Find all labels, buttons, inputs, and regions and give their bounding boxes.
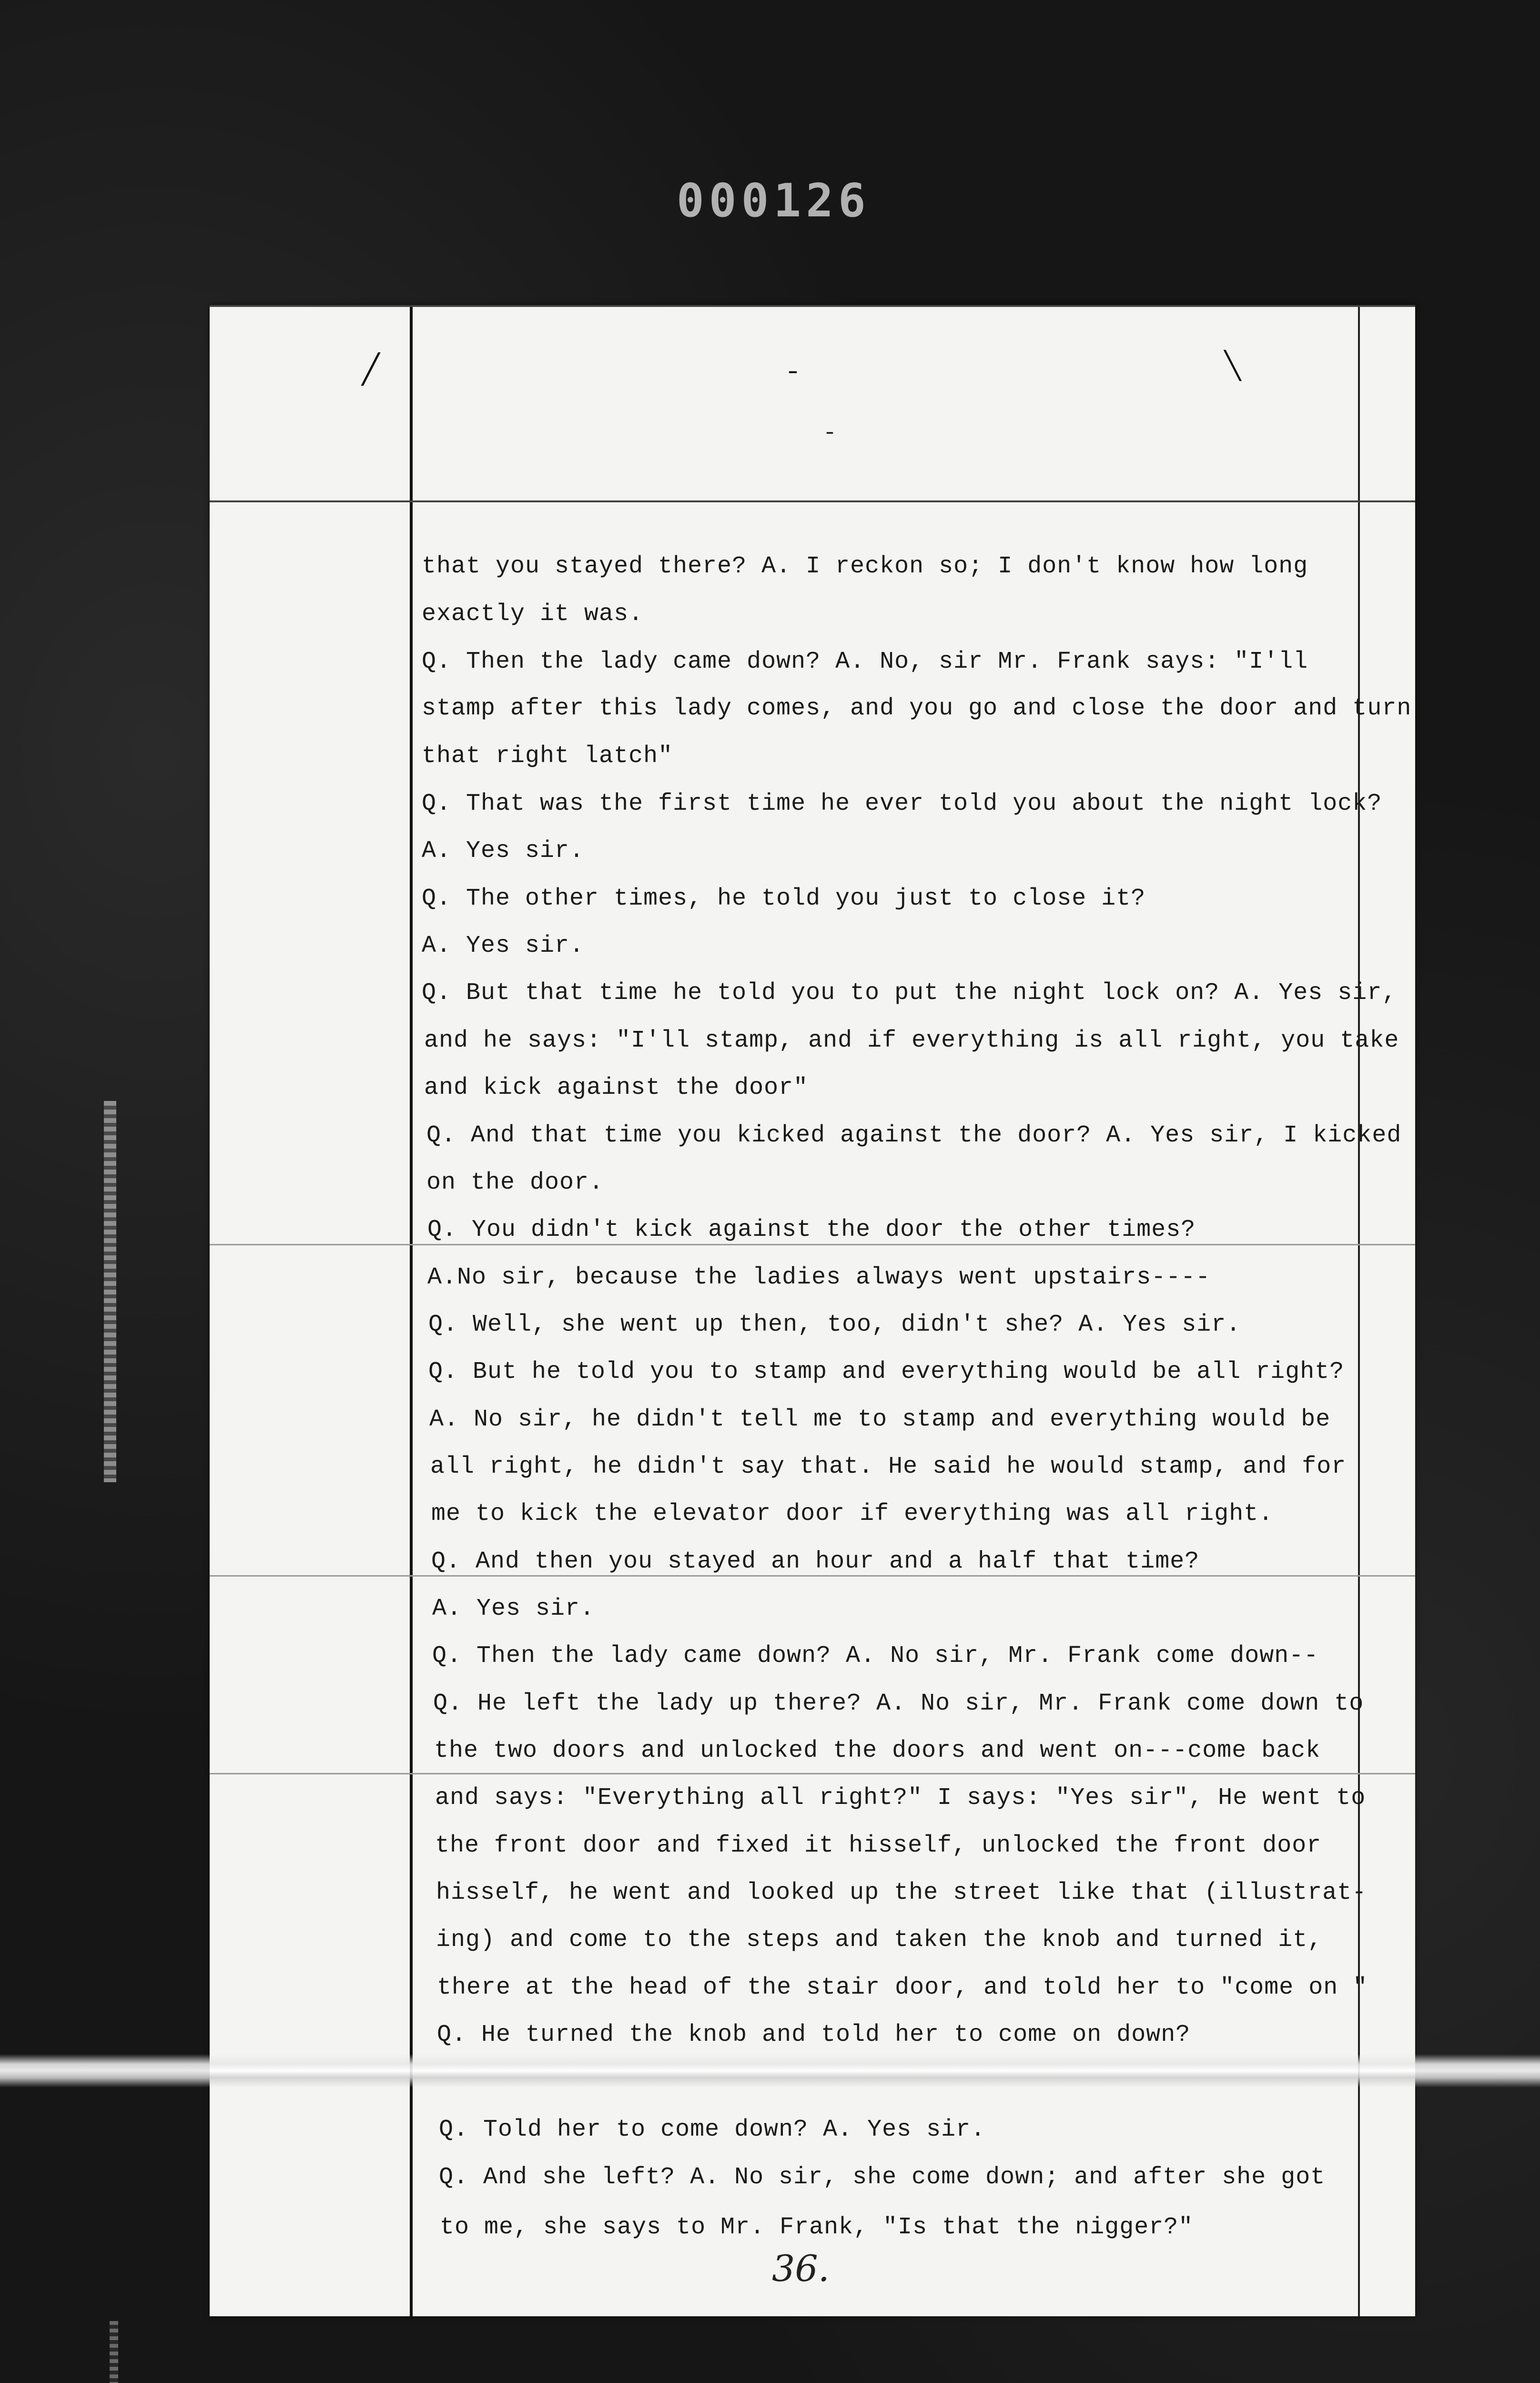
transcript-line: Q. But that time he told you to put the night lock on? A. Yes sir, (422, 979, 1397, 1007)
transcript-line: Q. The other times, he told you just to close it? (422, 885, 1146, 912)
transcript-line: stamp after this lady comes, and you go and close the door and turn (422, 695, 1412, 722)
transcript-line: A. Yes sir. (422, 932, 585, 959)
mid-rule-2 (210, 1575, 1415, 1577)
transcript-line: A.No sir, because the ladies always went upstairs---- (427, 1264, 1211, 1291)
transcript-line: A. Yes sir. (432, 1595, 595, 1622)
page-top-edge (210, 305, 1415, 307)
transcript-line: me to kick the elevator door if everything was all right. (431, 1500, 1274, 1528)
transcript-line: Q. Told her to come down? A. Yes sir. (439, 2116, 986, 2143)
stray-mark-3: ˍ (824, 410, 835, 436)
film-edge-strip-lower (110, 2321, 118, 2383)
stray-mark-4: ╲ (1225, 350, 1241, 381)
transcript-line: that you stayed there? A. I reckon so; I don't know how long (422, 553, 1308, 580)
transcript-line: to me, she says to Mr. Frank, "Is that the nigger?" (440, 2214, 1194, 2241)
film-edge-strip (104, 1101, 116, 1482)
transcript-line: Q. Then the lady came down? A. No sir, Mr. Frank come down-- (432, 1642, 1319, 1670)
mid-rule-3 (210, 1773, 1415, 1774)
mid-rule-1 (210, 1244, 1415, 1245)
transcript-line: Q. And that time you kicked against the door? A. Yes sir, I kicked (426, 1122, 1402, 1149)
transcript-line: on the door. (426, 1169, 604, 1196)
stray-mark-1: ╱ (362, 353, 380, 386)
left-margin-line (410, 305, 413, 2316)
transcript-line: and he says: "I'll stamp, and if everything is all right, you take (424, 1027, 1399, 1054)
transcript-line: ing) and come to the steps and taken the knob and turned it, (436, 1926, 1323, 1954)
transcript-line: and kick against the door" (424, 1074, 809, 1101)
transcript-line: Q. He left the lady up there? A. No sir, Mr. Frank come down to (433, 1690, 1364, 1717)
transcript-line: A. No sir, he didn't tell me to stamp and everything would be (429, 1406, 1331, 1433)
transcript-line: Q. And then you stayed an hour and a half that time? (431, 1548, 1200, 1575)
right-margin-line (1358, 305, 1360, 2316)
transcript-line: there at the head of the stair door, and told her to "come on " (437, 1974, 1368, 2001)
transcript-line: Q. That was the first time he ever told you about the night lock? (422, 790, 1382, 817)
transcript-line: all right, he didn't say that. He said he would stamp, and for (430, 1453, 1347, 1480)
film-scratch (0, 2054, 1540, 2088)
transcript-line: Q. You didn't kick against the door the other times? (427, 1216, 1196, 1243)
transcript-line: Q. But he told you to stamp and everything would be all right? (428, 1358, 1345, 1385)
transcript-line: the two doors and unlocked the doors and went on---come back (434, 1737, 1321, 1764)
transcript-line: and says: "Everything all right?" I says: "Yes sir", He went to (435, 1784, 1366, 1812)
header-rule (210, 500, 1415, 502)
transcript-line: Q. Then the lady came down? A. No, sir Mr. Frank says: "I'll (422, 648, 1308, 675)
transcript-line: hisself, he went and looked up the street like that (illustrat- (436, 1879, 1367, 1906)
transcript-line: the front door and fixed it hisself, unlocked the front door (435, 1832, 1322, 1859)
stray-mark-2: ˉ (786, 367, 800, 398)
transcript-line: Q. He turned the knob and told her to come on down? (437, 2021, 1191, 2048)
transcript-line: Q. Well, she went up then, too, didn't she? A. Yes sir. (428, 1311, 1241, 1338)
transcript-page (210, 305, 1415, 2316)
transcript-line: exactly it was. (422, 601, 644, 628)
transcript-line: that right latch" (422, 743, 673, 770)
frame-number: 000126 (677, 174, 871, 227)
page-number: 36. (772, 2247, 830, 2290)
transcript-line: A. Yes sir. (422, 837, 585, 865)
transcript-line: Q. And she left? A. No sir, she come down; and after she got (439, 2164, 1326, 2191)
